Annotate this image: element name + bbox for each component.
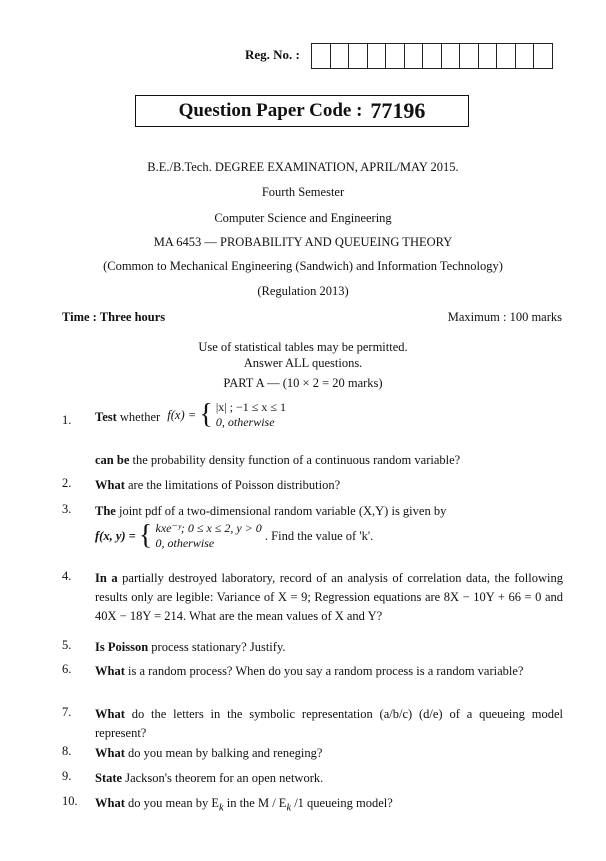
case-1: kxe⁻ʸ; 0 ≤ x ≤ 2, y > 0 (155, 521, 262, 535)
course-title: MA 6453 — PROBABILITY AND QUEUEING THEORY (153, 235, 453, 249)
qpc-code: 77196 (370, 98, 426, 123)
question-number: 7. (62, 705, 72, 719)
degree-title: B.E./B.Tech. DEGREE EXAMINATION, APRIL/MAY 2015. (147, 160, 459, 174)
question-number: 3. (62, 502, 72, 516)
question-text: What do you mean by $E_k$ in the M / $E_k$ /1 queueing model? (95, 796, 393, 814)
question-text: In a partially destroyed laboratory, record of an analysis of correlation data, the following results only are legible: Variance of X = 9; Regression equations are 8X − 10Y + 66 = 0 and 40X − 18Y = 214. What are the mean values of X and Y? (95, 571, 563, 623)
reg-no-digit-box[interactable] (534, 44, 553, 68)
question-text: Is Poisson process stationary? Justify. (95, 640, 286, 654)
reg-no-digit-box[interactable] (442, 44, 461, 68)
reg-no-digit-box[interactable] (312, 44, 331, 68)
regulation: (Regulation 2013) (257, 284, 349, 298)
semester: Fourth Semester (261, 185, 345, 199)
question-3-formula: f(x, y) = { kxe⁻ʸ; 0 ≤ x ≤ 2, y > 0 0, otherwise . Find the value of 'k'. (95, 520, 374, 551)
question-number: 8. (62, 744, 72, 758)
question-1-continuation: can be the probability density function of a continuous random variable? (95, 453, 461, 467)
reg-no-digit-box[interactable] (479, 44, 498, 68)
reg-no-digit-box[interactable] (516, 44, 535, 68)
question-number: 5. (62, 638, 72, 652)
branch: Computer Science and Engineering (214, 211, 392, 225)
reg-no-digit-box[interactable] (368, 44, 387, 68)
reg-no-digit-box[interactable] (497, 44, 516, 68)
reg-no-digit-box[interactable] (405, 44, 424, 68)
question-text: What do you mean by balking and reneging? (95, 746, 323, 760)
common-to: (Common to Mechanical Engineering (Sandwich) and Information Technology) (103, 259, 503, 273)
max-marks: Maximum : 100 marks (447, 310, 562, 324)
question-number: 2. (62, 476, 72, 490)
question-number: 10. (62, 794, 78, 808)
qpc-label: Question Paper Code : (178, 100, 363, 121)
reg-no-digit-box[interactable] (349, 44, 368, 68)
question-paper-code-box (135, 95, 469, 127)
case-2: 0, otherwise (155, 536, 215, 550)
reg-no-label: Reg. No. : (245, 47, 300, 62)
instruction-tables: Use of statistical tables may be permitted. (198, 340, 408, 354)
reg-no-digit-box[interactable] (423, 44, 442, 68)
question-text: What is a random process? When do you say a random process is a random variable? (95, 664, 524, 678)
question-number: 9. (62, 769, 72, 783)
reg-no-digit-box[interactable] (386, 44, 405, 68)
question-text: What are the limitations of Poisson distribution? (95, 478, 341, 492)
case-1: |x| ; −1 ≤ x ≤ 1 (215, 400, 286, 414)
case-2: 0, otherwise (215, 415, 275, 429)
reg-no-digit-box[interactable] (460, 44, 479, 68)
part-a-heading: PART A — (10 × 2 = 20 marks) (223, 376, 383, 390)
question-number: 1. (62, 413, 72, 427)
question-text: Test whether f(x) = { |x| ; −1 ≤ x ≤ 1 0, otherwise (95, 399, 286, 430)
time-marks-row (62, 310, 562, 325)
question-number: 6. (62, 662, 72, 676)
reg-no-boxes[interactable] (311, 43, 553, 69)
time-label: Time : Three hours (62, 310, 166, 324)
question-number: 4. (62, 569, 72, 583)
question-text: The joint pdf of a two-dimensional random variable (X,Y) is given by (95, 504, 447, 518)
reg-no-digit-box[interactable] (331, 44, 350, 68)
question-text: What do the letters in the symbolic representation (a/b/c) (d/e) of a queueing model represent? (95, 707, 563, 740)
instruction-answer-all: Answer ALL questions. (243, 356, 363, 370)
question-text: State Jackson's theorem for an open network. (95, 771, 324, 785)
